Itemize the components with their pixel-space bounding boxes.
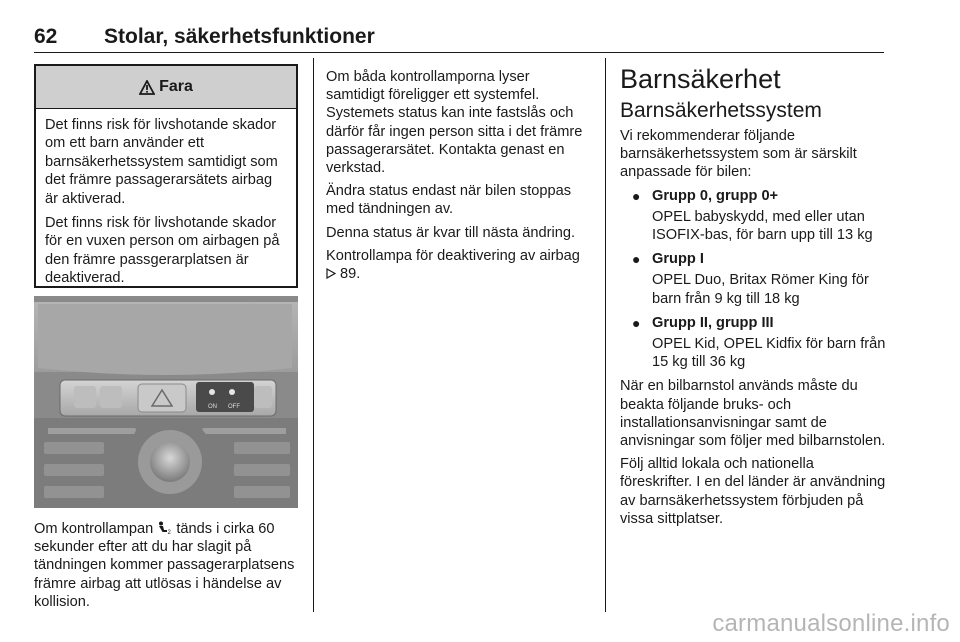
bullet-title: Grupp II, grupp III xyxy=(652,314,774,331)
watermark: carmanualsonline.info xyxy=(712,610,950,637)
column-right-text xyxy=(620,62,886,533)
bullet-title: Grupp I xyxy=(652,251,704,268)
warning-triangle-icon xyxy=(139,80,155,95)
warning-title: Fara xyxy=(159,78,193,95)
warning-paragraph: Det finns risk för livshotande skador för en vuxen person om airbagen på den främre passgerarplatsen är deaktiverad. xyxy=(45,215,280,287)
bullet-title: Grupp 0, grupp 0+ xyxy=(652,187,779,204)
bullet-icon: ● xyxy=(632,314,641,331)
danger-warning-box xyxy=(34,64,298,288)
svg-text:2: 2 xyxy=(167,530,172,535)
column-middle-text xyxy=(326,68,588,288)
indicator-text-after: tänds i cirka 60 sekunder efter att du har slagit på tändningen kommer passagerarplatsens främre airbag att utlösas i händelse av kollision. xyxy=(34,521,295,610)
warning-body xyxy=(36,109,296,288)
paragraph: Denna status är kvar till nästa ändring. xyxy=(326,224,576,241)
column-divider xyxy=(605,58,606,612)
list-item xyxy=(620,187,886,245)
bullet-text: OPEL Kid, OPEL Kidfix för barn från 15 kg till 36 kg xyxy=(652,336,886,371)
intro-paragraph: Vi rekommenderar följande barnsäkerhetssystem som är särskilt anpassade för bilen: xyxy=(620,128,857,181)
bullet-text: OPEL Duo, Britax Römer King för barn från 9 kg till 18 kg xyxy=(652,272,869,307)
reference-page: 89. xyxy=(336,266,361,283)
paragraph: Följ alltid lokala och nationella föreskrifter. I en del länder är användning av barnsäkerhetssystem förbjuden på vissa sittplatser. xyxy=(620,456,886,527)
bullet-text: OPEL babyskydd, med eller utan ISOFIX-bas, för barn upp till 13 kg xyxy=(652,208,873,244)
indicator-text-before: Om kontrollampan xyxy=(34,521,158,537)
page-reference-arrow-icon xyxy=(326,268,336,279)
airbag-indicator-photo xyxy=(34,296,298,508)
subsection-title: Barnsäkerhetssystem xyxy=(620,99,822,122)
indicator-label-off: OFF xyxy=(228,404,240,410)
indicator-paragraph xyxy=(34,520,298,611)
page-number: 62 xyxy=(34,25,58,48)
reference-paragraph xyxy=(326,247,588,283)
column-left-text xyxy=(34,520,298,616)
column-divider xyxy=(313,58,314,612)
indicator-label-on: ON xyxy=(208,404,217,410)
section-title: Barnsäkerhet xyxy=(620,64,781,94)
page-header xyxy=(34,26,884,53)
warning-paragraph: Det finns risk för livshotande skador om ett barn använder ett barnsäkerhetssystem samtidigt som det främre passagerarsätets airbag är aktiverad. xyxy=(45,117,278,207)
page-title: Stolar, säkerhetsfunktioner xyxy=(104,25,375,48)
bullet-icon: ● xyxy=(632,251,641,268)
list-item xyxy=(620,314,886,372)
paragraph: När en bilbarnstol används måste du beakta följande bruks- och installationsanvisningar samt de anvisningar som följer med bilbarnstolen. xyxy=(620,378,886,450)
reference-text: Kontrollampa för deaktivering av airbag xyxy=(326,247,580,264)
list-item xyxy=(620,250,886,308)
airbag-off-indicator-icon xyxy=(157,521,172,535)
paragraph: Ändra status endast när bilen stoppas med tändningen av. xyxy=(326,183,572,218)
warning-header xyxy=(36,66,296,109)
paragraph: Om båda kontrollamporna lyser samtidigt föreligger ett systemfel. Systemets status kan inte fastslås och därför får ingen person sitta i det främre passagerarsätet. Kontakta genast en verkstad. xyxy=(326,69,583,177)
bullet-icon: ● xyxy=(632,187,641,204)
